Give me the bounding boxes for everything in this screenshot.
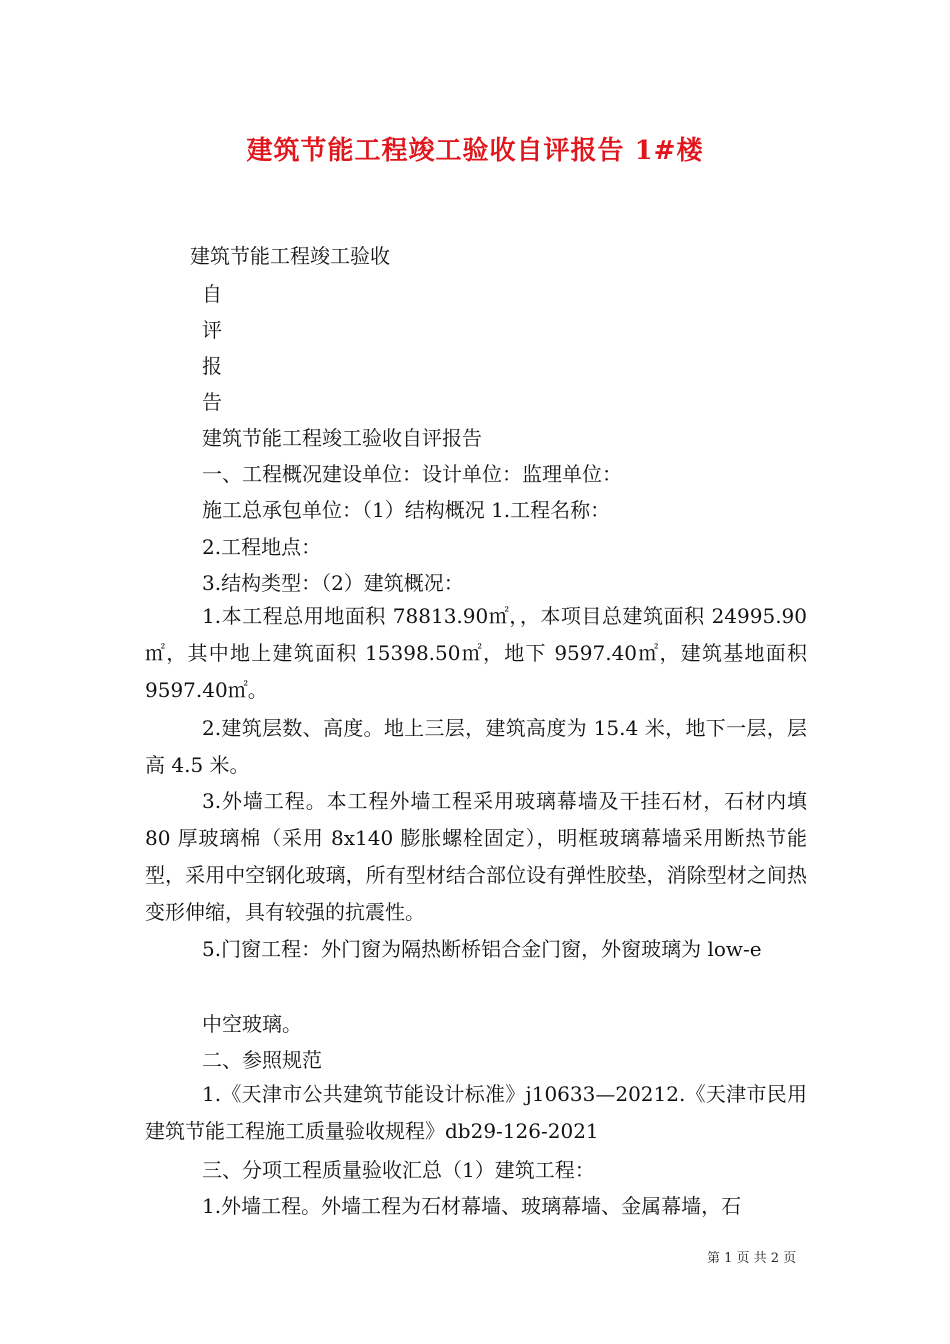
cover-char-3: 报 [202,354,222,378]
location-line: 2.工程地点： [202,535,322,559]
paragraph-exterior-wall: 3.外墙工程。本工程外墙工程采用玻璃幕墙及干挂石材，石材内填 80 厚玻璃棉（采用 8x140 膨胀螺栓固定），明框玻璃幕墙采用断热节能型，采用中空钢化玻璃，所有型材结合部位设有弹性胶垫，消除型材之间热变形伸缩，具有较强的抗震性。 [145,789,807,924]
page-footer: 第 1 页 共 2 页 [707,1251,797,1266]
cover-char-2: 评 [202,318,222,342]
paragraph-exterior-wall-summary: 1.外墙工程。外墙工程为石材幕墙、玻璃幕墙、金属幕墙，石 [202,1194,742,1218]
cover-line: 建筑节能工程竣工验收 [190,244,390,268]
document-title: 建筑节能工程竣工验收自评报告 1#楼 [246,136,704,166]
structure-line: 3.结构类型：（2）建筑概况： [202,571,464,595]
cover-char-1: 自 [202,282,222,306]
paragraph-floors: 2.建筑层数、高度。地上三层，建筑高度为 15.4 米，地下一层，层高 4.5 米。 [145,716,807,777]
paragraph-norms: 1.《天津市公共建筑节能设计标准》j10633—20212.《天津市民用建筑节能工程施工质量验收规程》db29-126-2021 [145,1082,807,1143]
doors-windows-continued: 中空玻璃。 [202,1012,302,1036]
summary-heading: 三、分项工程质量验收汇总（1）建筑工程： [202,1158,595,1182]
report-heading: 建筑节能工程竣工验收自评报告 [202,426,482,450]
norms-heading: 二、参照规范 [202,1048,322,1072]
paragraph-doors-windows: 5.门窗工程：外门窗为隔热断桥铝合金门窗，外窗玻璃为 low-e [202,937,762,961]
contractor-line: 施工总承包单位：（1）结构概况 1.工程名称： [202,498,611,522]
overview-line: 一、工程概况建设单位：设计单位：监理单位： [202,462,622,486]
paragraph-land-area: 1.本工程总用地面积 78813.90㎡，，本项目总建筑面积 24995.90㎡，其中地上建筑面积 15398.50㎡，地下 9597.40㎡，建筑基地面积 9597.40㎡。 [145,604,807,702]
cover-char-4: 告 [202,390,222,414]
